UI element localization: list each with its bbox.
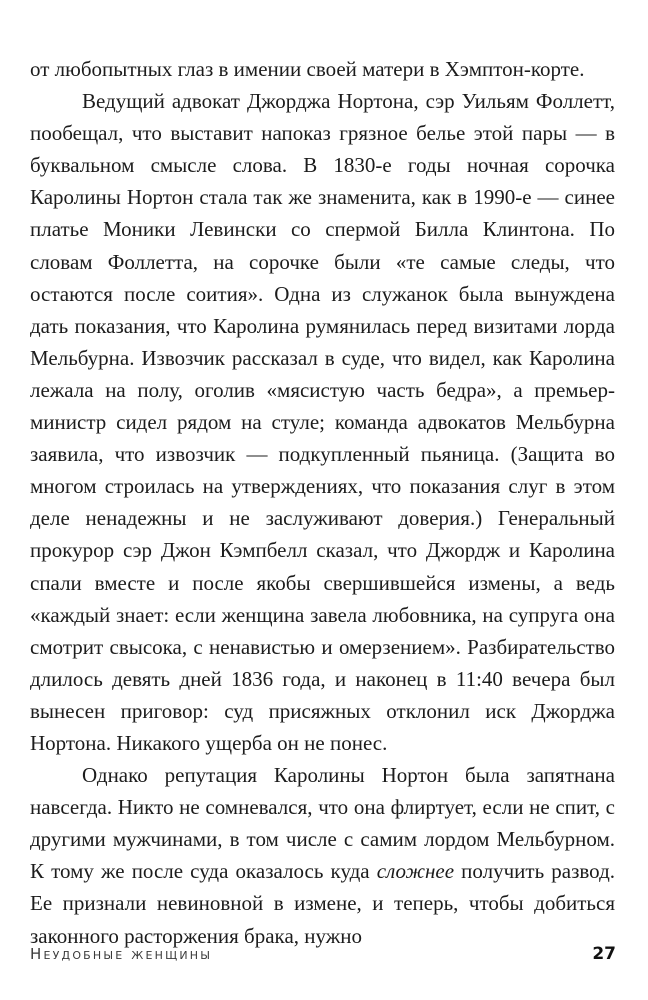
page-body	[30, 53, 615, 952]
paragraph-2	[30, 85, 615, 759]
running-title: Неудобные женщины	[30, 945, 213, 963]
paragraph-3-emphasis: сложнее	[376, 859, 455, 884]
paragraph-3-run-1: Однако репутация Каролины Нортон была запятнана навсегда. Никто не сомневался, что она флиртует, если не спит, с другими мужчинами, в том числе с самим лордом Мельбурном. К тому же после суда оказалось куда	[30, 763, 615, 884]
paragraph-1	[30, 53, 615, 85]
paragraph-2-run-1: Ведущий адвокат Джорджа Нортона, сэр Уильям Фоллетт, пообещал, что выставит напоказ грязное белье этой пары — в буквальном смысле слова. В 1830-е годы ночная сорочка Каролины Нортон стала так же знаменита, как в 1990-е — синее платье Моники Левински со спермой Билла Клинтона. По словам Фоллетта, на сорочке были «те самые следы, что остаются после соития». Одна из служанок была вынуждена дать показания, что Каролина румянилась перед визитами лорда Мельбурна. Извозчик рассказал в суде, что видел, как Каролина лежала на полу, оголив «мясистую часть бедра», а премьер-министр сидел рядом на стуле; команда адвокатов Мельбурна заявила, что извозчик — подкупленный пьяница. (Защита во многом строилась на утверждениях, что показания слуг в этом деле ненадежны и не заслуживают доверия.) Генеральный прокурор сэр Джон Кэмпбелл сказал, что Джордж и Каролина спали вместе и после якобы свершившейся измены, а ведь «каждый знает: если женщина завела любовника, на супруга она смотрит свысока, с ненавистью и омерзением». Разбирательство длилось девять дней 1836 года, и наконец в 11:40 вечера был вынесен приговор: суд присяжных отклонил иск Джорджа Нортона. Никакого ущерба он не понес.	[30, 89, 615, 755]
paragraph-3-run-3: получить развод. Ее признали невиновной в измене, и теперь, чтобы добиться законного расторжения брака, нужно	[30, 859, 616, 948]
page-number: 27	[592, 944, 616, 964]
page-footer	[30, 944, 616, 964]
paragraph-3	[30, 759, 615, 952]
paragraph-1-run-1: от любопытных глаз в имении своей матери в Хэмптон-корте.	[30, 57, 585, 81]
